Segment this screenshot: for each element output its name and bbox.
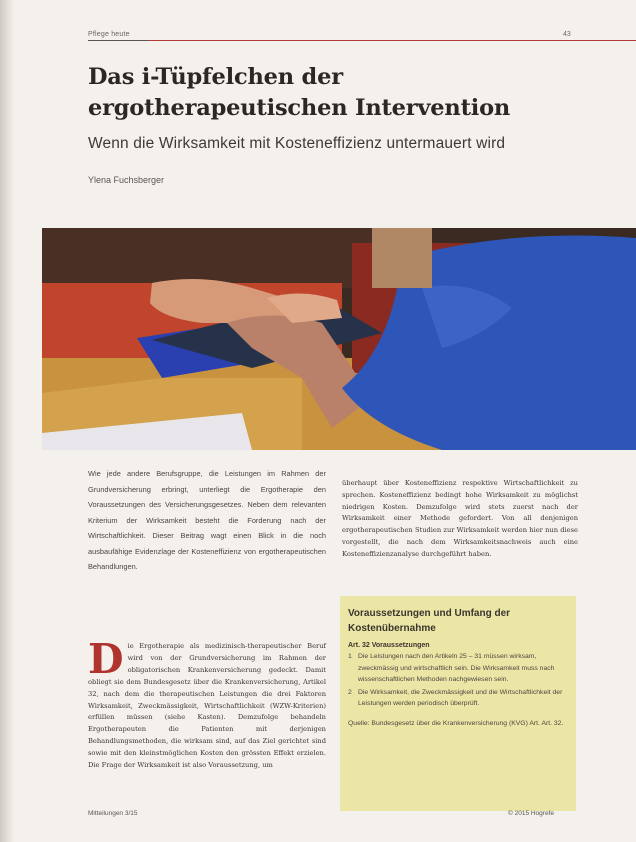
footer-copyright: © 2015 Hogrefe <box>508 810 554 817</box>
page-gutter-shadow <box>0 0 14 842</box>
body-column-right: überhaupt über Kosteneffizienz respektive Wirtschaftlichkeit zu sprechen. Kosteneffizienz bedingt hohe Wirksamkeit zu möglichst niedrigen Kosten. Demzufolge wird stets zuerst nach der Wirksamkeit einer Methode gefordert. Von all denjenigen ergotherapeutischen Studien zur Wirksamkeit werden hier nun diese vorgestellt, die nach dem Wirksamkeitsnachweis auch eine Kosteneffizienzanalyse durchgeführt haben. <box>342 479 578 558</box>
infobox-subheading: Art. 32 Voraussetzungen <box>348 642 430 649</box>
infobox-list <box>348 651 568 710</box>
infobox-list-item <box>348 687 568 710</box>
body-text-left: ie Ergotherapie als medizinisch-therapeutischer Beruf wird von der Grundversicherung im Rahmen der obligatorischen Krankenversicherung gedeckt. Damit obliegt sie dem Bundesgesetz über die Krankenversicherung, Artikel 32, nach dem die therapeutischen Leistungen die drei Faktoren Wirksamkeit, Zweckmässigkeit, Wirtschaftlichkeit (WZW-Kriterien) erfüllen müssen (siehe Kasten). Demzufolge behandeln Ergotherapeuten die Patienten mit derjenigen Behandlungsmethoden, die wirksam sind, auf das Ziel gerichtet sind sowie mit den kleinstmöglichen Kosten den grössten Effekt erzielen. Die Frage der Wirksamkeit ist also Voraussetzung, um <box>88 642 326 770</box>
article-title: Das i-Tüpfelchen der ergotherapeutischen Intervention <box>88 64 511 121</box>
article-lead-paragraph: Wie jede andere Berufsgruppe, die Leistungen im Rahmen der Grundversicherung erbringt, unterliegt die Ergotherapie den Voraussetzungen des Versicherungsgesetzes. Neben dem relevanten Kriterium der Wirksamkeit besteht die Forderung nach der Wirtschaftlichkeit. Dieser Beitrag wagt einen Blick in die noch ausbaufähige Evidenzlage der Kosteneffizienz von ergotherapeutischen Behandlungen. <box>88 469 326 571</box>
infobox-title: Voraussetzungen und Umfang der Kostenübernahme <box>348 608 511 634</box>
infobox-kostenuebernahme <box>340 596 576 811</box>
body-column-left <box>88 635 326 772</box>
article-photo-therapy <box>42 228 636 450</box>
header-rule-accent <box>88 40 148 41</box>
page-number: 43 <box>563 31 571 38</box>
footer-issue: Mitteilungen 3/15 <box>88 810 138 817</box>
infobox-source: Quelle: Bundesgesetz über die Krankenversicherung (KVG) Art. Art. 32. <box>348 719 564 727</box>
drop-cap: D <box>88 635 124 683</box>
list-item-text: Die Leistungen nach den Artikeln 25 – 31 müssen wirksam, zweckmässig und wirtschaftlich sein. Die Wirksamkeit muss nach wissenschaftlichen Methoden nachgewiesen sein. <box>358 653 555 683</box>
article-author: Ylena Fuchsberger <box>88 175 165 185</box>
article-subtitle: Wenn die Wirksamkeit mit Kosteneffizienz untermauert wird <box>88 135 506 152</box>
list-item-number: 2 <box>348 688 352 696</box>
header-rule <box>88 40 636 41</box>
infobox-list-item <box>348 651 568 686</box>
running-header-section: Pflege heute <box>88 31 130 38</box>
list-item-text: Die Wirksamkeit, die Zweckmässigkeit und die Wirtschaftlichkeit der Leistungen werden periodisch überprüft. <box>358 688 563 707</box>
list-item-number: 1 <box>348 653 352 660</box>
